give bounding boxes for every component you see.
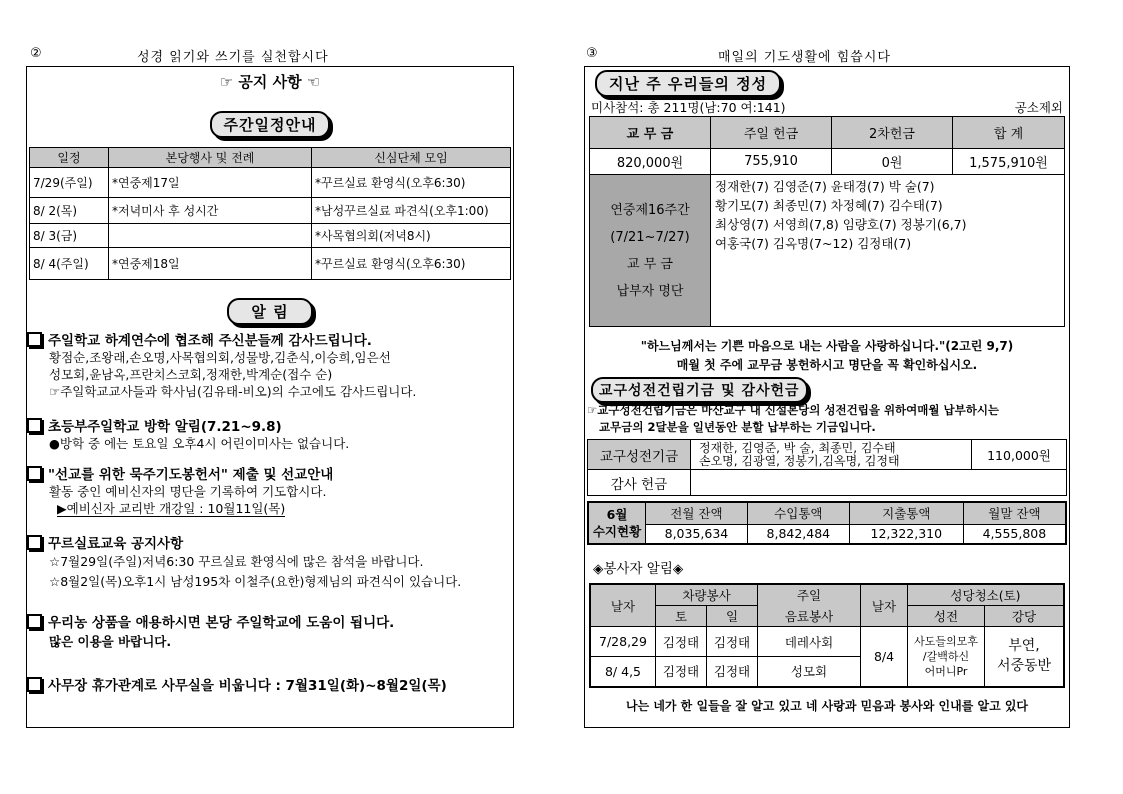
schedule-group: *꾸르실료 환영식(오후6:30) (312, 248, 511, 280)
donor-list-cell (711, 175, 1065, 327)
clean-hall-cell (985, 627, 1065, 687)
notice-section (27, 463, 333, 517)
finance-value: 12,322,310 (849, 524, 963, 544)
volunteer-table (589, 583, 1065, 688)
offering-header: 2차헌금 (832, 117, 953, 149)
vol-sun: 김정태 (707, 657, 758, 687)
building-names-line: 정재한, 김영준, 박 술, 최종민, 김수태 (699, 440, 896, 455)
checkbox-icon (27, 332, 42, 347)
notice-line: ☆8월2일(목)오후1시 남성195차 이철주(요한)형제님의 파견식이 있습니다. (49, 574, 462, 589)
schedule-group: *남성꾸르실료 파견식(오후1:00) (312, 198, 511, 224)
vol-header-drink2: 음료봉사 (758, 606, 861, 627)
offering-value: 0원 (832, 149, 953, 175)
schedule-row (30, 248, 511, 280)
exclusion-text: 공소제외 (1014, 100, 1063, 115)
quote-text-2: 매월 첫 주에 교무금 봉헌하시고 명단을 꼭 확인하십시오. (676, 358, 978, 372)
checkbox-icon (27, 418, 42, 433)
schedule-header-date: 일정 (30, 148, 109, 168)
clean-date: 8/4 (861, 627, 908, 687)
schedule-event: *저녁미사 후 성시간 (109, 198, 312, 224)
donor-line: 정재한(7) 김영준(7) 윤태경(7) 박 술(7) (715, 179, 935, 194)
thanks-label: 감사 헌금 (588, 470, 691, 496)
schedule-date: 8/ 2(목) (30, 198, 109, 224)
schedule-table (29, 147, 511, 280)
finance-header: 수입통액 (747, 502, 849, 524)
left-header: 성경 읽기와 쓰기를 실천합시다 (137, 50, 329, 65)
building-text: ☞교구성전건립기금은 마산교구 내 신설본당의 성전건립을 위하여매월 납부하시는 (587, 403, 1000, 417)
quote-text: "하느님께서는 기쁜 마음으로 내는 사람을 사랑하십니다."(2고린 9,7) (640, 339, 1014, 353)
notice-line: 성모회,윤남옥,프란치스코회,정재한,박계순(접수 순) (49, 367, 333, 382)
vol-header-sat: 토 (656, 606, 707, 627)
notice-line: 황점순,조왕래,손오명,사목협의회,성물방,김춘식,이승희,임은선 (49, 350, 391, 365)
offering-value: 1,575,910원 (953, 149, 1065, 175)
clean-hall-line: 부연, (1008, 638, 1040, 655)
footer-quote: 나는 네가 한 일들을 잘 알고 있고 네 사랑과 믿음과 봉사와 인내를 알고 있다 (625, 699, 1029, 713)
notice-line: ▶예비신자 교리반 개강일 : 10월11일(목) (57, 501, 286, 516)
schedule-event: *연중제18일 (109, 248, 312, 280)
vol-drink: 데레사회 (758, 627, 861, 657)
checkbox-icon (27, 614, 42, 629)
building-names-cell (691, 440, 972, 470)
building-text-2: 교무금의 2달분을 일년동안 분할 납부하는 기금입니다. (599, 420, 876, 434)
left-page-number: ② (30, 46, 43, 61)
schedule-event: *연중제17일 (109, 168, 312, 198)
vol-date: 8/ 4,5 (590, 657, 656, 687)
building-fund-pill: 교구성전건립기금 및 감사헌금 (591, 377, 808, 403)
vol-header-date2: 날자 (861, 584, 908, 627)
vol-header-date: 날자 (590, 584, 656, 627)
attendance-text: 미사참석: 총 211명(남:70 여:141) (591, 100, 786, 115)
clean-sanctuary-line: /갈백하신 (922, 649, 970, 663)
vol-row (590, 627, 1064, 657)
donor-line: 여홍국(7) 김옥명(7~12) 김정태(7) (715, 236, 912, 251)
offering-header: 교 무 금 (590, 117, 711, 149)
notice-section (27, 611, 394, 653)
finance-header: 전월 잔액 (646, 502, 748, 524)
finance-label: 수지현황 (592, 524, 642, 539)
notice-title-text: 꾸르실료교육 공지사항 (48, 536, 184, 552)
notice-line: ☞주일학교교사들과 학사님(김유태-비오)의 수고에도 감사드립니다. (49, 384, 417, 399)
vol-header-car: 차량봉사 (656, 584, 758, 606)
donor-label-line: 교 무 금 (627, 256, 673, 272)
finance-value: 8,035,634 (646, 524, 748, 544)
vol-sun: 김정태 (707, 627, 758, 657)
offering-pill: 지난 주 우리들의 정성 (595, 70, 781, 97)
vol-header-sun: 일 (707, 606, 758, 627)
notice-line: ☆7월29일(주일)저녁6:30 꾸르실료 환영식에 많은 참석을 바랍니다. (49, 554, 424, 569)
left-panel (26, 66, 514, 728)
clean-hall-line: 서중동반 (996, 658, 1052, 675)
schedule-pill: 주간일정안내 (210, 111, 331, 138)
donor-label-line: 납부자 명단 (616, 283, 684, 299)
notice-line: ●방학 중 에는 토요일 오후4시 어린이미사는 없습니다. (49, 436, 350, 451)
notice-line: 활동 중인 예비신자의 명단을 기록하여 기도합시다. (49, 484, 327, 499)
offering-header: 합 계 (953, 117, 1065, 149)
schedule-header-group: 신심단체 모임 (312, 148, 511, 168)
donor-line: 황기모(7) 최종민(7) 차정혜(7) 김수태(7) (715, 198, 943, 213)
schedule-row (30, 168, 511, 198)
vol-sat: 김정태 (656, 627, 707, 657)
schedule-date: 8/ 4(주일) (30, 248, 109, 280)
donor-line: 최상영(7) 서영희(7,8) 임량호(7) 정봉기(6,7) (715, 217, 967, 232)
vol-header-hall: 강당 (985, 606, 1065, 627)
schedule-date: 8/ 3(금) (30, 224, 109, 248)
right-header: 매일의 기도생활에 힘씁시다 (718, 50, 891, 65)
right-page-number: ③ (586, 46, 599, 61)
vol-drink: 성모회 (758, 657, 861, 687)
schedule-group: *꾸르실료 환영식(오후6:30) (312, 168, 511, 198)
building-table (587, 439, 1067, 496)
notice-section (27, 415, 349, 452)
notice-title: ☞ 공지 사항 ☜ (219, 73, 321, 91)
right-panel (584, 66, 1070, 728)
notice-line: 많은 이용을 바랍니다. (49, 634, 172, 649)
vol-sat: 김정태 (656, 657, 707, 687)
schedule-header-event: 본당행사 및 전례 (109, 148, 312, 168)
checkbox-icon (27, 677, 42, 692)
clean-sanctuary-line: 어머니Pr (924, 664, 968, 678)
vol-header-clean: 성당청소(토) (908, 584, 1065, 606)
clean-sanctuary-cell (908, 627, 985, 687)
building-names-line: 손오명, 김광열, 정봉기,김옥명, 김정태 (699, 453, 900, 468)
notice-title-text: 주일학교 하계연수에 협조해 주신분들께 감사드립니다. (48, 333, 372, 349)
notice-title-text: 초등부주일학교 방학 알림(7.21~9.8) (48, 419, 282, 435)
donor-label-cell (590, 175, 711, 327)
checkbox-icon (27, 535, 42, 550)
notice-section (27, 532, 461, 592)
vol-header-drink1: 주일 (758, 584, 861, 606)
notice-section (27, 329, 416, 400)
finance-month-cell (588, 502, 646, 544)
schedule-row (30, 198, 511, 224)
building-amount: 110,000원 (972, 440, 1067, 470)
notice-title-text: "선교를 위한 묵주기도봉헌서" 제출 및 선교안내 (48, 467, 334, 483)
checkbox-icon (27, 466, 42, 481)
finance-month: 6월 (606, 507, 628, 522)
donor-label-line: (7/21~7/27) (610, 229, 690, 245)
clean-sanctuary-line: 사도들의모후 (914, 634, 978, 648)
vol-date: 7/28,29 (590, 627, 656, 657)
volunteer-title: ◈봉사자 알림◈ (593, 561, 684, 577)
offering-value: 820,000원 (590, 149, 711, 175)
vol-header-sanctuary: 성전 (908, 606, 985, 627)
donor-label-line: 연중제16주간 (610, 202, 690, 218)
offering-table (589, 116, 1065, 327)
schedule-event (109, 224, 312, 248)
finance-header: 월말 잔액 (963, 502, 1066, 524)
finance-value: 8,842,484 (747, 524, 849, 544)
schedule-group: *사목협의회(저녁8시) (312, 224, 511, 248)
offering-value: 755,910 (711, 149, 832, 175)
finance-value: 4,555,808 (963, 524, 1066, 544)
schedule-row (30, 224, 511, 248)
notice-title-text: 우리농 상품을 애용하시면 본당 주일학교에 도움이 됩니다. (48, 615, 395, 631)
alim-pill: 알 림 (227, 298, 312, 325)
building-label: 교구성전기금 (588, 440, 691, 470)
finance-header: 지출통액 (849, 502, 963, 524)
notice-section (27, 674, 447, 694)
finance-table (587, 501, 1067, 545)
schedule-date: 7/29(주일) (30, 168, 109, 198)
notice-title-text: 사무장 휴가관계로 사무실을 비웁니다 : 7월31일(화)~8월2일(목) (48, 678, 447, 694)
offering-header: 주일 헌금 (711, 117, 832, 149)
